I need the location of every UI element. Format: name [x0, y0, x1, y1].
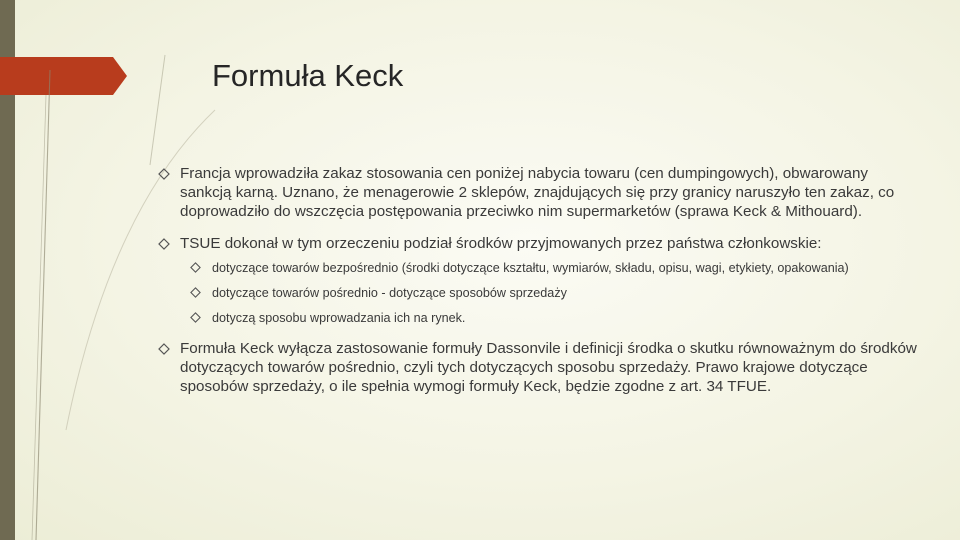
- sub-bullet-item: [190, 260, 918, 276]
- diamond-outline-icon: [158, 238, 170, 250]
- sub-bullet-item: [190, 310, 918, 326]
- sub-bullet-text: dotyczące towarów bezpośrednio (środki dotyczące kształtu, wymiarów, składu, opisu, wagi, etykiety, opakowania): [212, 261, 849, 275]
- bullet-item: [158, 234, 918, 326]
- sub-bullet-list: [190, 260, 918, 326]
- bullet-item: [158, 339, 918, 396]
- bullet-list: [158, 164, 918, 409]
- bullet-text: Formuła Keck wyłącza zastosowanie formuły Dassonvile i definicji środka o skutku równoważnym do środków dotyczących towarów pośrednio, czyli tych dotyczących sposobu sprzedaży. Prawo krajowe dotyczące sposobów sprzedaży, o ile spełnia wymogi formuły Keck, będzie zgodne z art. 34 TFUE.: [180, 340, 917, 395]
- diamond-outline-icon: [190, 262, 201, 273]
- slide-title: Formuła Keck: [212, 58, 404, 93]
- bullet-text: Francja wprowadziła zakaz stosowania cen poniżej nabycia towaru (cen dumpingowych), obwarowany sankcją karną. Uznano, że menagerowie 2 sklepów, znajdujących się przy granicy naruszyło ten zakaz, co doprowadziło do wszczęcia postępowania przeciwko nim supermarketów (sprawa Keck & Mithouard).: [180, 165, 895, 220]
- sub-bullet-text: dotyczące towarów pośrednio - dotyczące sposobów sprzedaży: [212, 286, 567, 300]
- sub-bullet-text: dotyczą sposobu wprowadzania ich na rynek.: [212, 311, 466, 325]
- bullet-text: TSUE dokonał w tym orzeczeniu podział środków przyjmowanych przez państwa członkowskie:: [180, 235, 822, 252]
- diamond-outline-icon: [190, 312, 201, 323]
- diamond-outline-icon: [158, 168, 170, 180]
- diamond-outline-icon: [190, 287, 201, 298]
- diamond-outline-icon: [158, 343, 170, 355]
- sub-bullet-item: [190, 285, 918, 301]
- bullet-item: [158, 164, 918, 221]
